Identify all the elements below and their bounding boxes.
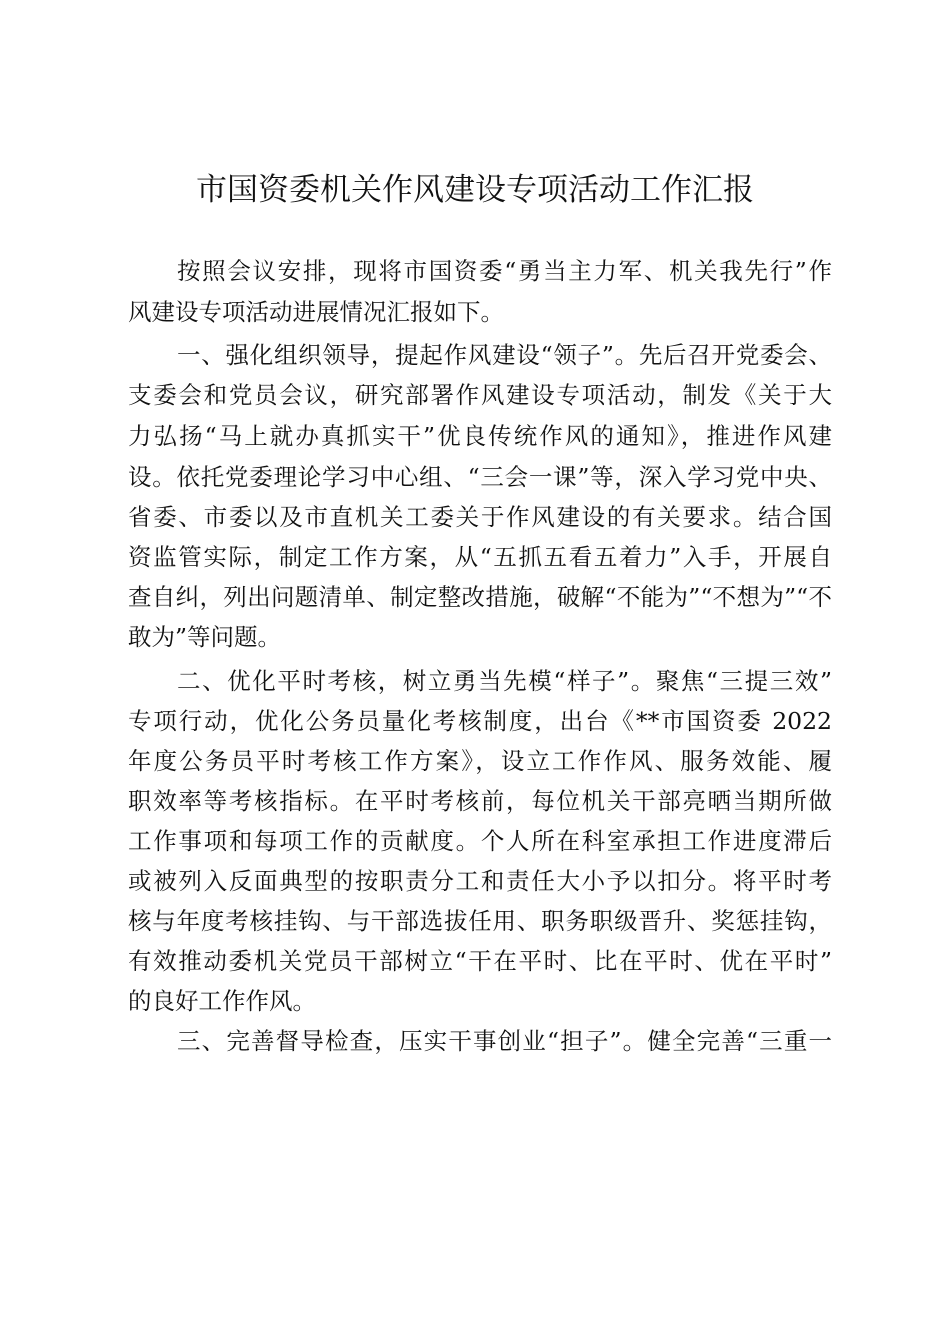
paragraph-line: 三、完善督导检查，压实干事创业“担子”。健全完善“三重一 <box>177 1027 832 1055</box>
paragraph-line: 风建设专项活动进展情况汇报如下。 <box>128 298 504 326</box>
paragraph-line: 资监管实际，制定工作方案，从“五抓五看五着力”入手，开展自 <box>128 543 832 571</box>
paragraph-line: 支委会和党员会议，研究部署作风建设专项活动，制发《关于大 <box>128 381 832 409</box>
paragraph-line: 年度公务员平时考核工作方案》，设立工作作风、服务效能、履 <box>128 747 832 775</box>
paragraph-line: 或被列入反面典型的按职责分工和责任大小予以扣分。将平时考 <box>128 867 832 895</box>
document-title: 市国资委机关作风建设专项活动工作汇报 <box>196 172 754 208</box>
paragraph-line: 二、优化平时考核，树立勇当先模“样子”。聚焦“三提三效” <box>177 667 832 695</box>
paragraph-line: 查自纠，列出问题清单、制定整改措施，破解“不能为”“不想为”“不 <box>128 583 832 611</box>
paragraph-line: 敢为”等问题。 <box>128 623 282 651</box>
paragraph-line: 工作事项和每项工作的贡献度。个人所在科室承担工作进度滞后 <box>128 827 832 855</box>
paragraph-line: 设。依托党委理论学习中心组、“三会一课”等，深入学习党中央、 <box>128 463 832 491</box>
paragraph-line: 一、强化组织领导，提起作风建设“领子”。先后召开党委会、 <box>177 341 832 369</box>
paragraph-line: 专项行动，优化公务员量化考核制度，出台《**市国资委 2022 <box>128 707 832 735</box>
paragraph-line: 力弘扬“马上就办真抓实干”优良传统作风的通知》，推进作风建 <box>128 422 832 450</box>
paragraph-line: 核与年度考核挂钩、与干部选拔任用、职务职级晋升、奖惩挂钩， <box>128 907 832 935</box>
paragraph-line: 有效推动委机关党员干部树立“干在平时、比在平时、优在平时” <box>128 947 832 975</box>
paragraph-line: 省委、市委以及市直机关工委关于作风建设的有关要求。结合国 <box>128 503 832 531</box>
paragraph-line: 的良好工作作风。 <box>128 987 316 1015</box>
paragraph-line: 职效率等考核指标。在平时考核前，每位机关干部亮晒当期所做 <box>128 787 832 815</box>
paragraph-line: 按照会议安排，现将市国资委“勇当主力军、机关我先行”作 <box>177 257 832 285</box>
